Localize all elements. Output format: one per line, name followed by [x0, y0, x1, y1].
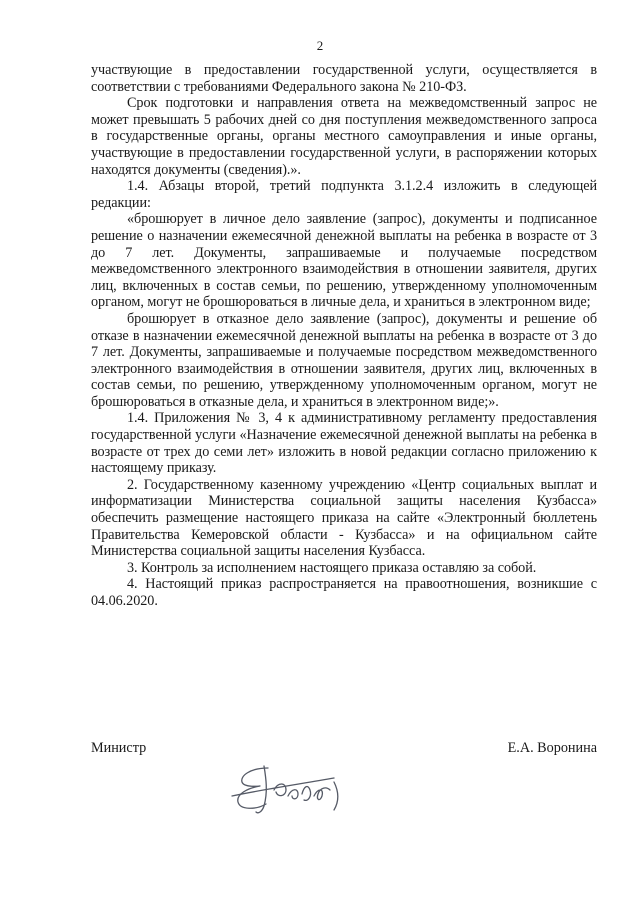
page-number: 2	[316, 38, 324, 53]
paragraph-item-3: 3. Контроль за исполнением настоящего приказа оставляю за собой.	[127, 559, 537, 576]
paragraph-item-1-4-appendices: 1.4. Приложения № 3, 4 к административному регламенту предоставления государственной услуги «Назначение ежемесячной денежной выплаты на ребенка в возрасте от трех до семи лет» изложить в новой редакции согласно приложению к настоящему приказу.	[91, 410, 597, 477]
paragraph-refusal-file: брошюрует в отказное дело заявление (запрос), документы и решение об отказе в назначении ежемесячной денежной выплаты на ребенка в возрасте от 3 до 7 лет. Документы, запрашиваемые и получаемые посредством межведомственного электронного взаимодействия в отношении заявителя, других лиц, включенных в состав семьи, по решению, утвержденному уполномоченным органом, могут не брошюроваться в отказные дела, и храниться в электронном виде;».	[91, 310, 597, 410]
paragraph-personal-file: «брошюрует в личное дело заявление (запрос), документы и подписанное решение о назначении ежемесячной денежной выплаты на ребенка в возрасте от 3 до 7 лет. Документы, запрашиваемые и получаемые посредством межведомственного электронного взаимодействия в отношении заявителя, других лиц, включенных в состав семьи, по решению, утвержденному уполномоченным органом, могут не брошюроваться в личные дела, и храниться в электронном виде;	[91, 211, 597, 311]
paragraph-item-4: 4. Настоящий приказ распространяется на правоотношения, возникшие с 04.06.2020.	[91, 576, 597, 609]
paragraph-continuation: участвующие в предоставлении государственной услуги, осуществляется в соответствии с требованиями Федерального закона № 210-ФЗ.	[91, 62, 597, 95]
document-body	[91, 62, 597, 610]
handwritten-signature	[230, 760, 370, 820]
signatory-name: Е.А. Воронина	[507, 740, 597, 756]
signatory-position: Министр	[91, 740, 147, 756]
paragraph-response-deadline: Срок подготовки и направления ответа на межведомственный запрос не может превышать 5 рабочих дней со дня поступления межведомственного запроса в государственные органы, органы местного самоуправления и иные органы, участвующие в предоставлении государственной услуги, в распоряжении которых находятся документы (сведения).».	[91, 95, 597, 178]
signature-block	[91, 740, 597, 757]
paragraph-item-2: 2. Государственному казенному учреждению «Центр социальных выплат и информатизации Министерства социальной защиты населения Кузбасса» обеспечить размещение настоящего приказа на сайте «Электронный бюллетень Правительства Кемеровской области - Кузбасса» и на официальном сайте Министерства социальной защиты населения Кузбасса.	[91, 476, 597, 560]
paragraph-item-1-4-abzacy: 1.4. Абзацы второй, третий подпункта 3.1.2.4 изложить в следующей редакции:	[91, 178, 597, 211]
